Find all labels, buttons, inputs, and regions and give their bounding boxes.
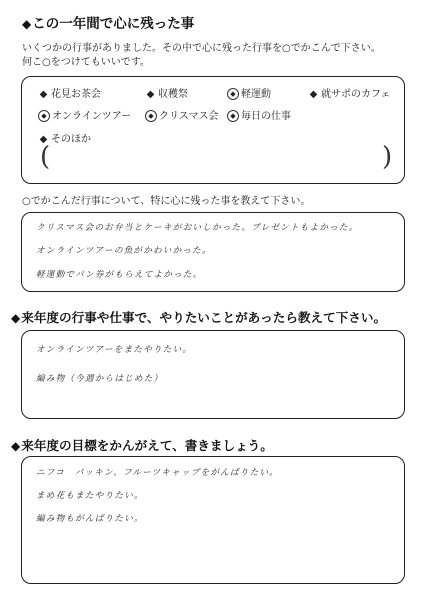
handwritten-answer-line: ニフコ パッキン、フルーツキャップをがんばりたい。 [36,468,279,478]
option-other[interactable]: ◆ そのほか [39,134,91,145]
section3-heading-text: 来年度の行事や仕事で、やりたいことがあったら教えて下さい。 [21,310,387,325]
diamond-icon: ◆ [146,89,155,100]
section1-heading [22,12,194,32]
heading-diamond-icon: ◆ [11,439,21,453]
handwritten-answer-line: クリスマス会のお弁当とケーキがおいしかった。プレゼントもよかった。 [36,223,359,233]
section4-heading-text: 来年度の目標をかんがえて、書きましょう。 [21,438,273,453]
section1-heading-text: この一年間で心に残った事 [32,16,195,32]
diamond-icon: ◆ [309,89,318,100]
heading-diamond-icon: ◆ [11,311,21,325]
diamond-icon: ◆ [39,134,48,145]
option-online-tour[interactable]: ◆ オンラインツアー [38,107,131,122]
option-daily-work[interactable]: ◆ 毎日の仕事 [227,107,291,122]
section2-instruction: ○でかこんだ行事について、特に心に残った事を教えて下さい。 [22,196,311,207]
handwritten-answer-line: オンラインツアーの魚がかわいかった。 [36,246,212,256]
circled-diamond-icon: ◆ [145,110,157,122]
section4-heading [11,435,273,454]
option-light-exercise[interactable]: ◆ 軽運動 [227,85,271,100]
other-paren-close: ) [382,142,393,172]
option-cafe[interactable]: ◆ 就サポのカフェ [309,89,391,100]
handwritten-answer-line: 編み物（今週からはじめた） [36,374,164,384]
handwritten-answer-line: オンラインツアーをまたやりたい。 [36,345,193,355]
option-hanami[interactable]: ◆ 花見お茶会 [39,89,101,100]
circled-diamond-icon: ◆ [227,88,239,100]
circled-diamond-icon: ◆ [38,110,50,122]
handwritten-answer-line: まめ花もまたやりたい。 [36,491,144,501]
heading-diamond-icon: ◆ [22,17,32,31]
circled-diamond-icon: ◆ [227,110,239,122]
section1-instruction-line2: 何こ○をつけてもいいです。 [22,57,150,68]
diamond-icon: ◆ [39,89,48,100]
handwritten-answer-line: 編み物もがんばりたい。 [36,514,144,524]
option-harvest-festival[interactable]: ◆ 収穫祭 [146,89,188,100]
other-paren-open: ( [40,142,51,172]
option-christmas-party[interactable]: ◆ クリスマス会 [145,107,219,122]
handwritten-answer-line: 軽運動でパン券がもらえてよかった。 [36,270,203,280]
section1-instruction-line1: いくつかの行事がありました。その中で心に残った行事を○でかこんで下さい。 [22,43,381,54]
section3-heading [11,307,386,326]
